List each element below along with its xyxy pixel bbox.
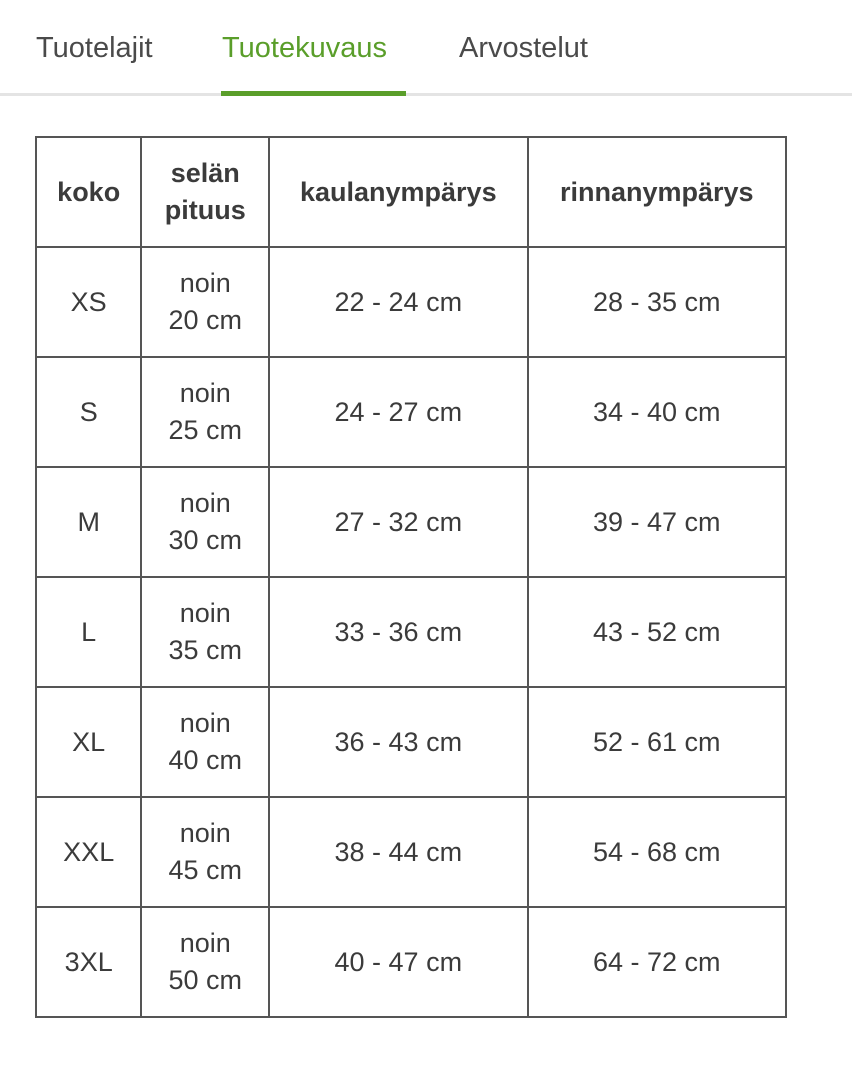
cell-back-length-line1: noin — [179, 818, 231, 848]
cell-back-length-line2: 40 cm — [168, 745, 242, 775]
cell-back-length-line2: 30 cm — [168, 525, 242, 555]
cell-size: XS — [36, 247, 141, 357]
tab-reviews[interactable]: Arvostelut — [459, 32, 588, 64]
header-back-length-line1: selän — [170, 158, 240, 188]
cell-neck: 22 - 24 cm — [269, 247, 527, 357]
cell-back-length — [141, 467, 269, 577]
cell-neck: 33 - 36 cm — [269, 577, 527, 687]
cell-chest: 39 - 47 cm — [528, 467, 786, 577]
cell-size: XL — [36, 687, 141, 797]
cell-back-length-line2: 25 cm — [168, 415, 242, 445]
cell-back-length — [141, 577, 269, 687]
cell-size: S — [36, 357, 141, 467]
table-row — [36, 577, 786, 687]
cell-chest: 54 - 68 cm — [528, 797, 786, 907]
table-row — [36, 687, 786, 797]
cell-back-length-line1: noin — [179, 268, 231, 298]
cell-back-length-line2: 20 cm — [168, 305, 242, 335]
cell-back-length-line1: noin — [179, 708, 231, 738]
cell-chest: 52 - 61 cm — [528, 687, 786, 797]
cell-back-length — [141, 687, 269, 797]
cell-back-length — [141, 247, 269, 357]
header-neck: kaulanympärys — [269, 137, 527, 247]
table-row — [36, 797, 786, 907]
cell-neck: 27 - 32 cm — [269, 467, 527, 577]
table-header-row — [36, 137, 786, 247]
header-back-length — [141, 137, 269, 247]
cell-back-length-line2: 35 cm — [168, 635, 242, 665]
active-tab-indicator — [221, 91, 406, 96]
cell-chest: 64 - 72 cm — [528, 907, 786, 1017]
cell-neck: 24 - 27 cm — [269, 357, 527, 467]
tab-bar — [0, 0, 852, 96]
cell-back-length — [141, 797, 269, 907]
table-row — [36, 357, 786, 467]
cell-neck: 40 - 47 cm — [269, 907, 527, 1017]
header-back-length-line2: pituus — [164, 195, 246, 225]
table-row — [36, 467, 786, 577]
header-size: koko — [36, 137, 141, 247]
table-row — [36, 247, 786, 357]
cell-back-length-line1: noin — [179, 488, 231, 518]
cell-size: M — [36, 467, 141, 577]
cell-back-length-line2: 45 cm — [168, 855, 242, 885]
tab-product-types[interactable]: Tuotelajit — [36, 32, 153, 64]
cell-size: 3XL — [36, 907, 141, 1017]
header-chest: rinnanympärys — [528, 137, 786, 247]
cell-chest: 43 - 52 cm — [528, 577, 786, 687]
cell-chest: 34 - 40 cm — [528, 357, 786, 467]
cell-back-length-line1: noin — [179, 378, 231, 408]
cell-chest: 28 - 35 cm — [528, 247, 786, 357]
tab-product-description[interactable]: Tuotekuvaus — [222, 32, 387, 64]
cell-back-length-line1: noin — [179, 928, 231, 958]
cell-back-length — [141, 357, 269, 467]
cell-back-length — [141, 907, 269, 1017]
size-table — [35, 136, 787, 1018]
cell-size: XXL — [36, 797, 141, 907]
cell-neck: 38 - 44 cm — [269, 797, 527, 907]
cell-size: L — [36, 577, 141, 687]
cell-neck: 36 - 43 cm — [269, 687, 527, 797]
cell-back-length-line2: 50 cm — [168, 965, 242, 995]
cell-back-length-line1: noin — [179, 598, 231, 628]
table-row — [36, 907, 786, 1017]
